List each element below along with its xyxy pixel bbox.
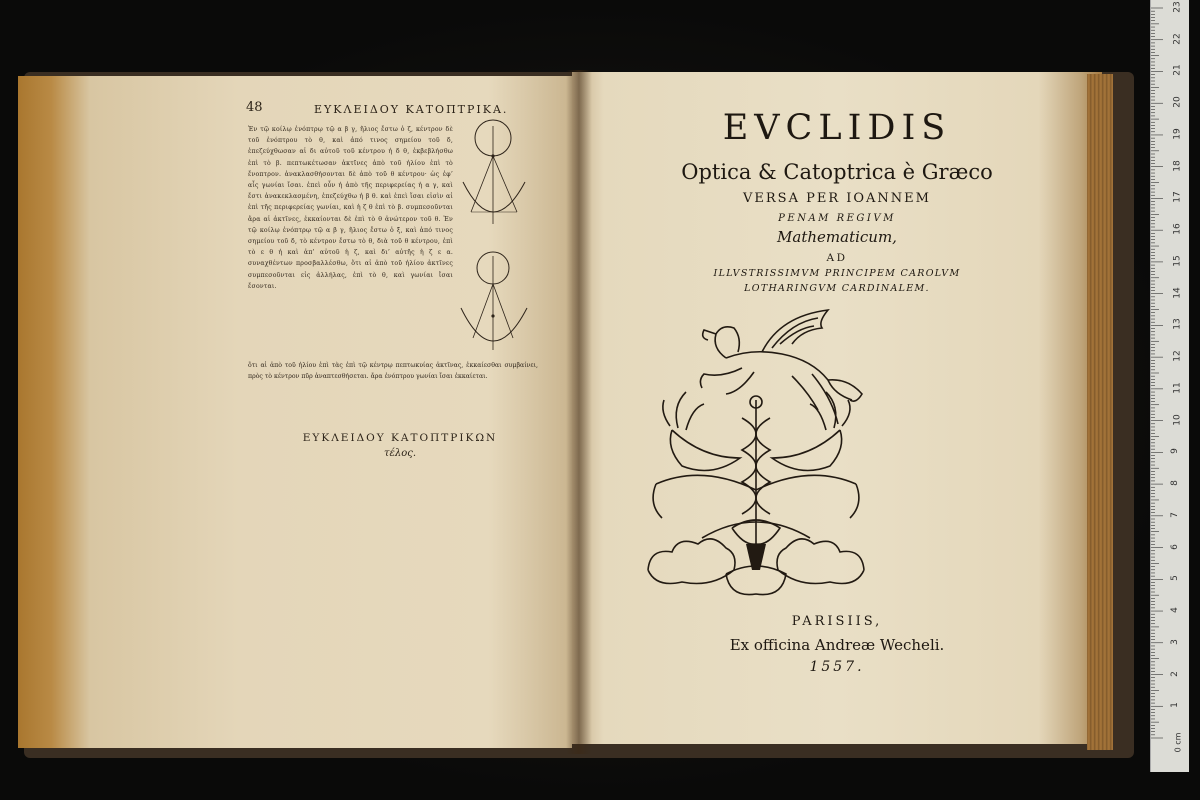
page-number: 48 [246, 100, 263, 115]
colophon-end-word: τέλος. [383, 448, 417, 459]
optics-diagram-bottom [455, 246, 535, 366]
ruler-number: 12 [1172, 350, 1183, 362]
ruler-number: 19 [1172, 128, 1183, 140]
ruler-number: 18 [1172, 159, 1183, 172]
title-line-2: VERSA PER IOANNEM [743, 191, 931, 206]
ruler-number: 17 [1172, 191, 1183, 204]
ruler-number: 13 [1172, 318, 1183, 331]
colophon-title: ΕΥΚΛΕΙΔΟΥ ΚΑΤΟΠΤΡΙΚΩΝ [302, 432, 498, 444]
title-line-1: Optica & Catoptrica è Græco [681, 160, 993, 184]
ruler-number: 16 [1172, 223, 1183, 235]
title-line-4: Mathematicum, [777, 228, 897, 246]
running-head: ΕΥΚΛΕΙΔΟΥ ΚΑΤΟΠΤΡΙΚΑ. [314, 103, 509, 116]
ruler-number: 8 [1169, 480, 1180, 486]
title-line-6: ILLVSTRISSIMVM PRINCIPEM CAROLVM [713, 268, 961, 279]
printers-device-woodcut [642, 308, 870, 604]
greek-text-tail: ὅτι αἱ ἀπὸ τοῦ ἡλίου ἐπὶ τὰς ἐπὶ τῷ κέντρῳ πεπτωκυίας ἀκτῖνας, ἐκκαίεσθαι συμβαίνει, πρὸς τὸ κέντρον πῦρ ἀναπτεσθήσεται. ἄρα ἐνόπτρου γωνίαι ἴσαι ἐκκαίεται. [248, 362, 538, 381]
ruler-number: 15 [1172, 255, 1183, 267]
ruler-number: 3 [1169, 638, 1180, 645]
title-line-7: LOTHARINGVM CARDINALEM. [744, 283, 930, 294]
ruler-number: 23 [1172, 1, 1183, 13]
ruler-number: 2 [1169, 670, 1180, 677]
ruler-unit-label: 0 cm [1173, 732, 1183, 753]
imprint-year: 1557. [809, 659, 865, 675]
ruler-number: 22 [1172, 33, 1183, 45]
ruler-number: 5 [1169, 575, 1180, 582]
ruler-number: 1 [1169, 702, 1180, 709]
optics-diagram-top [455, 112, 535, 242]
imprint-city: PARISIIS, [791, 614, 883, 629]
ruler-number: 4 [1169, 607, 1180, 613]
greek-text-block: Ἐν τῷ κοίλῳ ἐνόπτρῳ τῷ α β γ, ἥλιος ἔστω ὁ ζ, κέντρον δὲ τοῦ ἐνόπτρου τὸ θ, καὶ ἀπό τινος σημείου τοῦ δ, ἐπεζεύχθωσαν αἱ δι αὐτοῦ τοῦ κέντρου ἡ δ θ, ἐκβεβλήσθω ἐπὶ τὸ β. πεπτωκέτωσαν ἀκτῖνες ἀπὸ τοῦ ἡλίου ἐπὶ τὸ ἔνοπτρον. ἀνακλασθήσονται δὲ ἀπὸ τοῦ θ κέντρου· ὡς ἐφ’ αἷς γωνίαι ἴσαι. ἐπεὶ οὖν ἡ ἀπὸ τῆς περιφερείας ἡ α γ, καὶ ἔστι ἀνακεκλασμένη, ἐπεζεύχθω ἡ β θ. καὶ ἐπεὶ ἴσαι εἰσὶν αἱ ἐπὶ τῆς περιφερείας γωνίαι, καὶ ἡ ζ θ ἐπὶ τὸ β. συμπεσοῦνται ἄρα αἱ ἀκτῖνες, ἐκκαίονται δὲ ἐπὶ τὸ θ ἀνώτερον τοῦ θ. Ἐν τῷ κοίλῳ ἐνόπτρῳ τῷ α β γ, ἥλιος ἔστω ὁ ξ, καὶ ἀπό τινος σημείου τοῦ δ, τὸ κέντρον ἔστω τὸ θ, διὰ τοῦ θ κέντρου, ἐπὶ τὸ ε θ ἡ καὶ ἀπ’ αὐτοῦ ἡ ζ, καὶ δι’ αὐτῆς ἡ ζ ε α. συναχθέντων προσβαλλέσθω, ὅτι αἱ ἀπὸ τοῦ ἡλίου ἀκτῖνες συμπεσοῦνται εἰς ἀλλήλας, ἐπὶ τὸ θ, καὶ γωνίαι ἴσαι ἔσονται. [248, 126, 453, 290]
imprint-printer: Ex officina Andreæ Wecheli. [729, 636, 945, 654]
ruler-number: 9 [1169, 448, 1180, 455]
ruler-number: 6 [1169, 543, 1180, 550]
ruler-number: 20 [1172, 96, 1183, 108]
title-line-5: AD [826, 252, 848, 264]
ruler-number: 11 [1172, 382, 1183, 394]
title-main: EVCLIDIS [722, 108, 952, 148]
title-line-3: PENAM REGIVM [778, 213, 896, 224]
ruler-number: 7 [1169, 511, 1180, 518]
ruler-number: 14 [1172, 286, 1183, 299]
ruler-number: 21 [1172, 64, 1183, 77]
ruler-number: 10 [1172, 413, 1183, 426]
